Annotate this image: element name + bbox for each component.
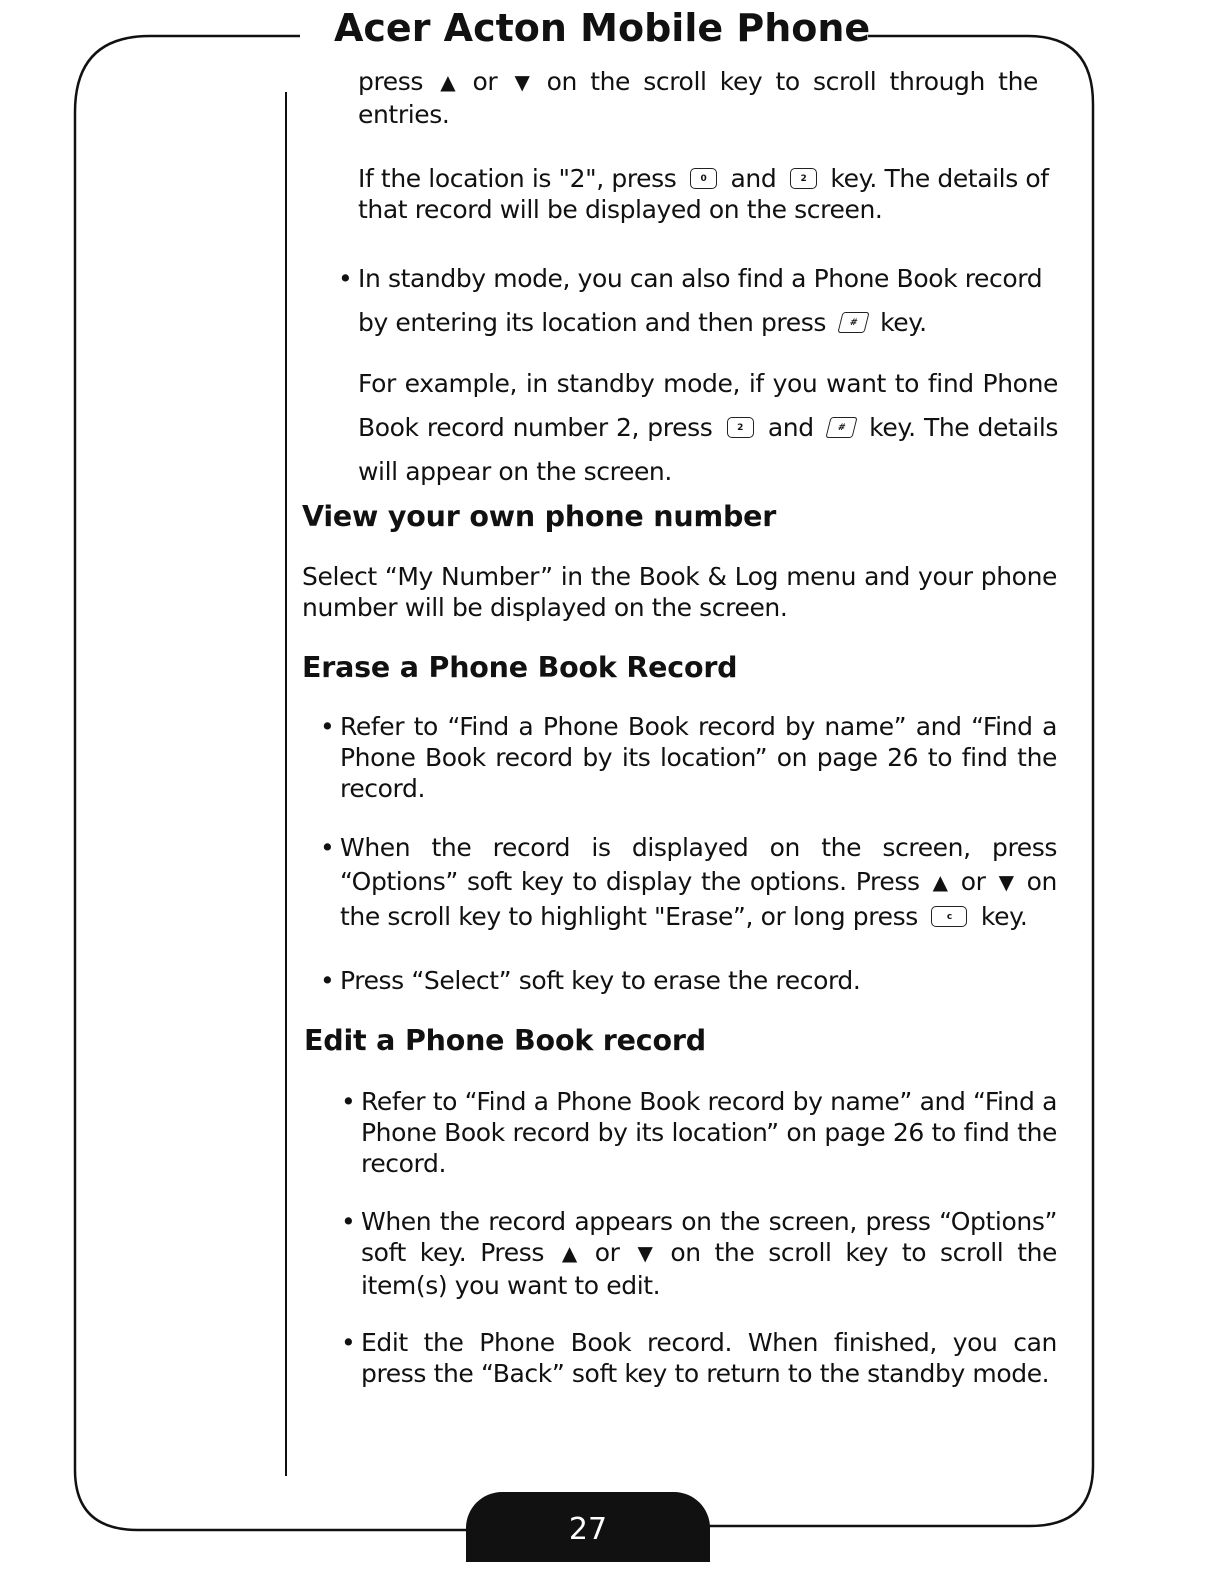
up-arrow-icon: ▲ [932,870,948,894]
edit-b2-text-b: on the scroll key to scroll the item(s) you want to edit. [361,1238,1058,1300]
key-hash-icon: # [825,417,857,438]
edit-bullet-3: • Edit the Phone Book record. When finished, you can press the “Back” soft key to return to the standby mode. [361,1327,1057,1389]
down-arrow-icon: ▼ [998,870,1014,894]
erase-bullet-3: • Press “Select” soft key to erase the record. [340,965,1057,996]
example-text-a: For example, in standby mode, if you want to find Phone Book record number 2, press [358,369,1058,442]
up-arrow-icon: ▲ [440,70,456,94]
down-arrow-icon: ▼ [514,70,530,94]
erase-b2-text-a: When the record is displayed on the screen, press “Options” soft key to display the options. Press [340,833,1057,896]
scroll-text-a: press [358,67,424,96]
erase-b2-text-c: key. [980,902,1028,931]
location-text-and: and [730,164,777,193]
erase-heading: Erase a Phone Book Record [302,651,738,684]
location-text-b: key. The details of that record will be displayed on the screen. [358,164,1049,224]
standby-text-b: key. [880,308,927,337]
up-arrow-icon: ▲ [561,1241,577,1265]
page-number: 27 [568,1512,608,1547]
erase-bullet-2 [340,831,1057,934]
example-paragraph [358,362,1058,494]
key-zero-icon: 0 [690,168,717,189]
location-instruction [358,163,1058,225]
edit-heading: Edit a Phone Book record [304,1024,706,1057]
erase-b2-text-or: or [960,867,986,896]
edit-b2-text-a: When the record appears on the screen, press “Options” soft key. Press [361,1207,1057,1267]
down-arrow-icon: ▼ [637,1241,653,1265]
page-number-badge [466,1492,710,1562]
scroll-text-b: on the scroll key to scroll through the entries. [358,67,1039,129]
standby-text-a: In standby mode, you can also find a Phone Book record by entering its location and then press [358,264,1043,337]
scroll-text-or: or [472,67,498,96]
example-text-b: key. The details will appear on the screen. [358,413,1058,486]
key-two-icon: 2 [790,168,817,189]
key-two-icon: 2 [727,417,754,438]
standby-bullet [358,257,1058,345]
key-clear-icon: c [931,906,967,927]
erase-b2-text-b: on the scroll key to highlight "Erase”, or long press [340,867,1057,931]
margin-rule [285,92,287,1476]
example-text-and: and [767,413,814,442]
key-hash-icon: # [837,312,869,333]
erase-bullet-1: • Refer to “Find a Phone Book record by name” and “Find a Phone Book record by its location” on page 26 to find the record. [340,711,1057,804]
scroll-instruction [358,66,1038,130]
view-number-heading: View your own phone number [302,500,777,533]
edit-bullet-2 [361,1206,1057,1301]
page-title: Acer Acton Mobile Phone [334,6,871,50]
location-text-a: If the location is "2", press [358,164,677,193]
edit-bullet-1: • Refer to “Find a Phone Book record by name” and “Find a Phone Book record by its location” on page 26 to find the record. [361,1086,1057,1179]
edit-b2-text-or: or [594,1238,620,1267]
view-number-body: Select “My Number” in the Book & Log menu and your phone number will be displayed on the screen. [302,562,1057,622]
